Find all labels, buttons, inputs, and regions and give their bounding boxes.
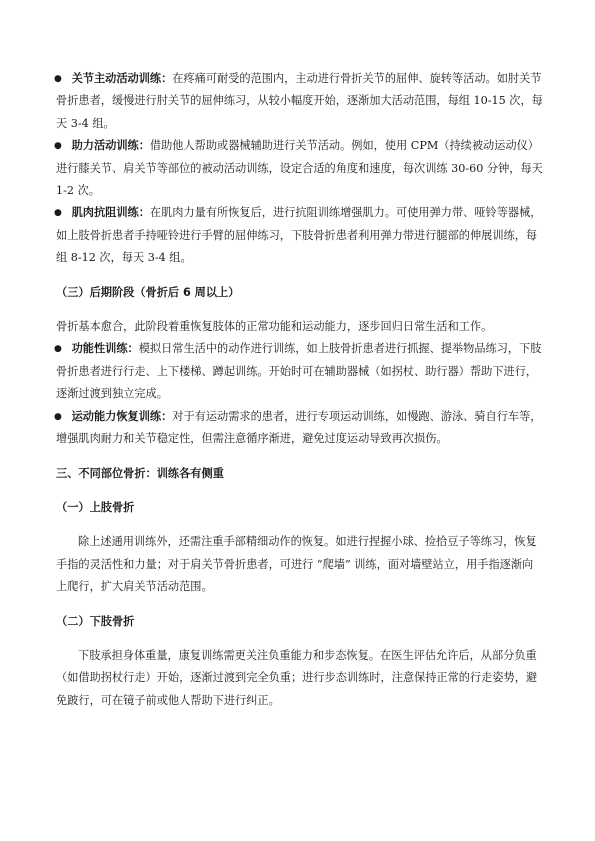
list-item-active-joint	[56, 68, 543, 135]
list-item-term: 运动能力恢复训练：	[71, 409, 173, 423]
list-item-text: 对于有运动需求的患者，进行专项运动训练，如慢跑、游泳、骑自行车等，增强肌肉耐力和关节稳定性，但需注意循序渐进，避免过度运动导致再次损伤。	[56, 409, 542, 446]
upper-limb-text: 除上述通用训练外，还需注重手部精细动作的恢复。如进行捏握小球、捡拾豆子等练习，恢复手指的灵活性和力量；对于肩关节骨折患者，可进行 “爬墙” 训练，面对墙壁站立，用手指逐渐向上爬行，扩大肩关节活动范围。	[56, 535, 537, 594]
bullet-icon: ●	[54, 208, 62, 219]
section3-heading: 三、不同部位骨折：训练各有侧重	[56, 466, 224, 480]
list-item-term: 肌肉抗阻训练：	[71, 206, 150, 220]
bullet-icon: ●	[54, 411, 62, 422]
list-item-motor-recovery	[56, 406, 543, 451]
list-item-term: 助力活动训练：	[71, 139, 150, 153]
list-item-resistance	[56, 202, 543, 269]
list-item-assisted-activity	[56, 135, 543, 202]
list-item-term: 关节主动活动训练：	[71, 72, 173, 85]
bullet-icon: ●	[54, 141, 62, 152]
list-item-text: 在疼痛可耐受的范围内，主动进行骨折关节的屈伸、旋转等活动。如肘关节骨折患者，缓慢进行肘关节的屈伸练习，从较小幅度开始，逐渐加大活动范围，每组 10-15 次，每天 3-4 组。	[56, 72, 543, 130]
upper-limb-heading: （一）上肢骨折	[56, 500, 135, 514]
lower-limb-heading: （二）下肢骨折	[56, 614, 135, 628]
list-item-text: 借助他人帮助或器械辅助进行关节活动。例如，使用 CPM（持续被动运动仪）进行膝关节、肩关节等部位的被动活动训练，设定合适的角度和速度，每次训练 30-60 分钟，每天 1-2 次。	[56, 139, 543, 198]
stage3-heading: （三）后期阶段（骨折后 6 周以上）	[56, 285, 240, 299]
lower-limb-text: 下肢承担身体重量，康复训练需更关注负重能力和步态恢复。在医生评估允许后，从部分负重（如借助拐杖行走）开始，逐渐过渡到完全负重；进行步态训练时，注意保持正常的行走姿势，避免跛行，可在镜子前或他人帮助下进行纠正。	[56, 648, 538, 707]
list-item-functional	[56, 338, 543, 405]
bullet-icon: ●	[54, 74, 62, 84]
bullet-icon: ●	[54, 344, 62, 355]
list-item-term: 功能性训练：	[71, 342, 139, 356]
list-item-text: 模拟日常生活中的动作进行训练，如上肢骨折患者进行抓握、提举物品练习，下肢骨折患者进行行走、上下楼梯、蹲起训练。开始时可在辅助器械（如拐杖、助行器）帮助下进行，逐渐过渡到独立完成。	[56, 342, 542, 401]
stage3-intro: 骨折基本愈合，此阶段着重恢复肢体的正常功能和运动能力，逐步回归日常生活和工作。	[56, 320, 493, 334]
list-item-text: 在肌肉力量有所恢复后，进行抗阻训练增强肌力。可使用弹力带、哑铃等器械，如上肢骨折患者手持哑铃进行手臂的屈伸练习，下肢骨折患者利用弹力带进行腿部的伸展训练，每组 8-12 次，每天 3-4 组。	[56, 206, 542, 265]
